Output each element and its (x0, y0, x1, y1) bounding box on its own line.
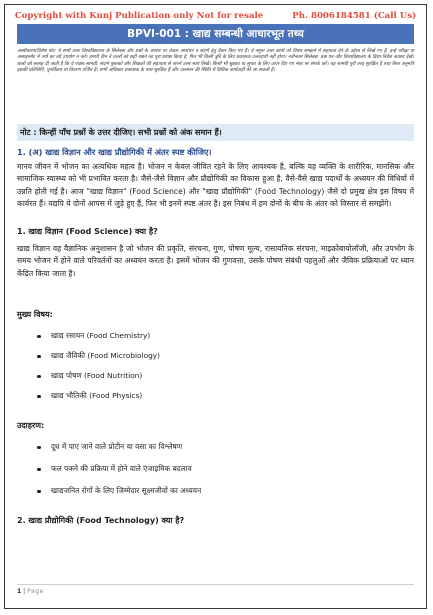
bullet-icon (37, 335, 41, 339)
page-label: Page (27, 588, 44, 595)
list-item: खाद्य भौतिकी (Food Physics) (37, 391, 160, 411)
list-item: खाद्य पोषण (Food Nutrition) (37, 371, 160, 391)
list-item: खाद्य रसायन (Food Chemistry) (37, 331, 160, 351)
phone-number: Ph. 8006184581 (Call Us) (292, 11, 417, 21)
bullet-icon (37, 395, 41, 399)
examples-list (37, 442, 201, 508)
bullet-icon (37, 490, 41, 494)
intro-paragraph: मानव जीवन में भोजन का अत्यधिक महत्व है। भोजन न केवल जीवित रहने के लिए आवश्यक है, बल्कि यह व्यक्ति के शारीरिक, मानसिक और सामाजिक स्वास्थ्य को भी प्रभावित करता है। जैसे-जैसे विज्ञान और प्रौद्योगिकी का विकास हुआ है, वैसे-वैसे खाद्य पदार्थों के अध्ययन की विधियों में उन्नति होती गई है। आज "खाद्य विज्ञान" (Food Science) और "खाद्य प्रौद्योगिकी" (Food Technology) जैसे दो प्रमुख क्षेत्र इस विषय में कार्यरत हैं। यद्यपि ये दोनों आपस में जुड़े हुए हैं, फिर भी इनमें स्पष्ट अंतर है। इस निबंध में हम दोनों के बीच के अंतर को विस्तार से समझेंगे। (17, 162, 414, 209)
document-title: BPVI-001 : खाद्य सम्बन्धी आधारभूत तथ्य (17, 24, 414, 44)
food-technology-heading: 2. खाद्य प्रौद्योगिकी (Food Technology) क्या है? (17, 516, 185, 525)
disclaimer-paragraph: अस्वीकरण/विशेष नोट: ये सभी उत्तर विश्वविद्यालय के सिलेबस और प्रश्नों के आधार पर केवल अध्ययन व संदर्भ हेतु तैयार किए गए हैं। ये नमूना उत्तर छात्रों को विषय समझने में सहायता देने के उद्देश्य से लिखे गए हैं, इन्हें परीक्षा या असाइनमेंट में ज्यों का त्यों उपयोग न करें। हमारी टीम ने उत्तरों को सही रखने का पूरा प्रयास किया है, फिर भी किसी त्रुटि के लिए प्रकाशक उत्तरदायी नहीं होगा। नवीनतम सिलेबस, प्रश्न पत्र और विश्वविद्यालय के दिशा-निर्देश अवश्य देखें। छात्रों को सलाह दी जाती है कि वे पाठ्य-सामग्री, संदर्भ पुस्तकों और शिक्षकों की सहायता से अपने उत्तर स्वयं लिखें। किसी भी सुझाव या सुधार के लिए ऊपर दिए गए नंबर पर संपर्क करें। यह सामग्री पूरी तरह सुरक्षित है तथा बिना अनुमति इसकी प्रतिलिपि, पुनर्विक्रय या वितरण वर्जित है। सभी अधिकार प्रकाशक के पास सुरक्षित हैं और उल्लंघन की स्थिति में विधिक कार्यवाही की जा सकती है। (17, 49, 414, 74)
bullet-icon (37, 446, 41, 450)
food-science-heading: 1. खाद्य विज्ञान (Food Science) क्या है? (17, 227, 158, 236)
page-number: 1 (17, 588, 22, 595)
list-item: खाद्य जैविकी (Food Microbiology) (37, 351, 160, 371)
copyright-banner (5, 11, 426, 21)
bullet-icon (37, 375, 41, 379)
footer-divider (17, 584, 414, 585)
food-science-paragraph: खाद्य विज्ञान वह वैज्ञानिक अनुशासन है जो भोजन की प्रकृति, संरचना, गुण, पोषण मूल्य, रासायनिक संरचना, माइक्रोबायोलॉजी, और उपभोग के समय भोजन में होने वाले परिवर्तनों का अध्ययन करता है। इसमें भोजन की गुणवत्ता, उसके पोषण संबंधी पहलुओं और जैविक प्रक्रियाओं पर ध्यान केंद्रित किया जाता है। (17, 244, 414, 278)
question-1-heading: 1. (अ) खाद्य विज्ञान और खाद्य प्रौद्योगिकी में अंतर स्पष्ट कीजिए। (17, 147, 212, 157)
subjects-list (37, 331, 160, 411)
bullet-icon (37, 468, 41, 472)
list-item: खाद्यजनित रोगों के लिए जिम्मेदार सूक्ष्मजीवों का अध्ययन (37, 486, 201, 508)
bullet-icon (37, 355, 41, 359)
page-footer (17, 588, 44, 595)
footer-separator: | (23, 588, 26, 595)
list-item: फल पकने की प्रक्रिया में होने वाले एंजाइमिक बदलाव (37, 464, 201, 486)
document-page (4, 4, 427, 609)
copyright-text: Copyright with Kunj Publication only Not for resale (14, 11, 264, 21)
list-item: दूध में पाए जाने वाले प्रोटीन या वसा का विश्लेषण (37, 442, 201, 464)
subjects-heading: मुख्य विषय: (17, 310, 53, 319)
instruction-note: नोट : किन्हीं पाँच प्रश्नों के उत्तर दीजिए। सभी प्रश्नों को अंक समान हैं। (17, 124, 414, 141)
examples-heading: उदाहरण: (17, 421, 45, 430)
